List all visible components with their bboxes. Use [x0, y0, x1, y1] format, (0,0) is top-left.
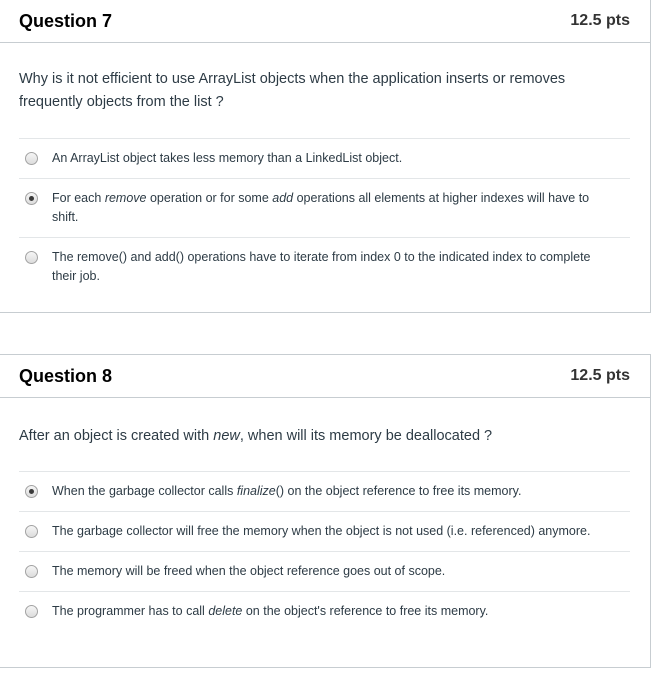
question-8-card	[0, 354, 651, 668]
question-8-points: 12.5 pts	[570, 367, 630, 384]
radio-button-selected[interactable]	[25, 485, 38, 498]
q8-answer-1[interactable]	[19, 472, 630, 512]
radio-button[interactable]	[25, 251, 38, 264]
radio-button-selected[interactable]	[25, 192, 38, 205]
question-7-card	[0, 0, 651, 313]
question-8-answers	[19, 472, 630, 631]
answer-text: The garbage collector will free the memory when the object is not used (i.e. referenced) anymore.	[52, 524, 591, 538]
answer-text: For each remove operation or for some add operations all elements at higher indexes will have to shift.	[52, 191, 590, 224]
radio-button[interactable]	[25, 605, 38, 618]
q8-answer-3[interactable]	[19, 552, 630, 592]
answer-text: When the garbage collector calls finalize() on the object reference to free its memory.	[52, 484, 522, 498]
question-8-header	[0, 355, 650, 398]
answer-text: The remove() and add() operations have to iterate from index 0 to the indicated index to complete their job.	[52, 250, 591, 283]
q8-answer-2[interactable]	[19, 512, 630, 552]
q7-answer-2[interactable]	[19, 179, 630, 238]
question-7-title: Question 7	[19, 10, 113, 31]
answer-text: The programmer has to call delete on the object's reference to free its memory.	[52, 604, 489, 618]
question-7-header	[0, 0, 650, 43]
radio-button[interactable]	[25, 525, 38, 538]
question-8-body	[0, 398, 650, 631]
q7-answer-3[interactable]	[19, 238, 630, 296]
question-8-text: After an object is created with new, when will its memory be deallocated ?	[19, 398, 630, 472]
question-7-text: Why is it not efficient to use ArrayList objects when the application inserts or removes frequently objects from the list ?	[19, 43, 630, 139]
radio-button[interactable]	[25, 565, 38, 578]
answer-text: An ArrayList object takes less memory than a LinkedList object.	[52, 151, 403, 165]
q7-answer-1[interactable]	[19, 139, 630, 179]
radio-button[interactable]	[25, 152, 38, 165]
answer-text: The memory will be freed when the object reference goes out of scope.	[52, 564, 446, 578]
question-7-points: 12.5 pts	[570, 12, 630, 29]
q8-answer-4[interactable]	[19, 592, 630, 631]
question-7-body	[0, 43, 650, 296]
question-8-title: Question 8	[19, 365, 113, 386]
question-7-answers	[19, 139, 630, 296]
